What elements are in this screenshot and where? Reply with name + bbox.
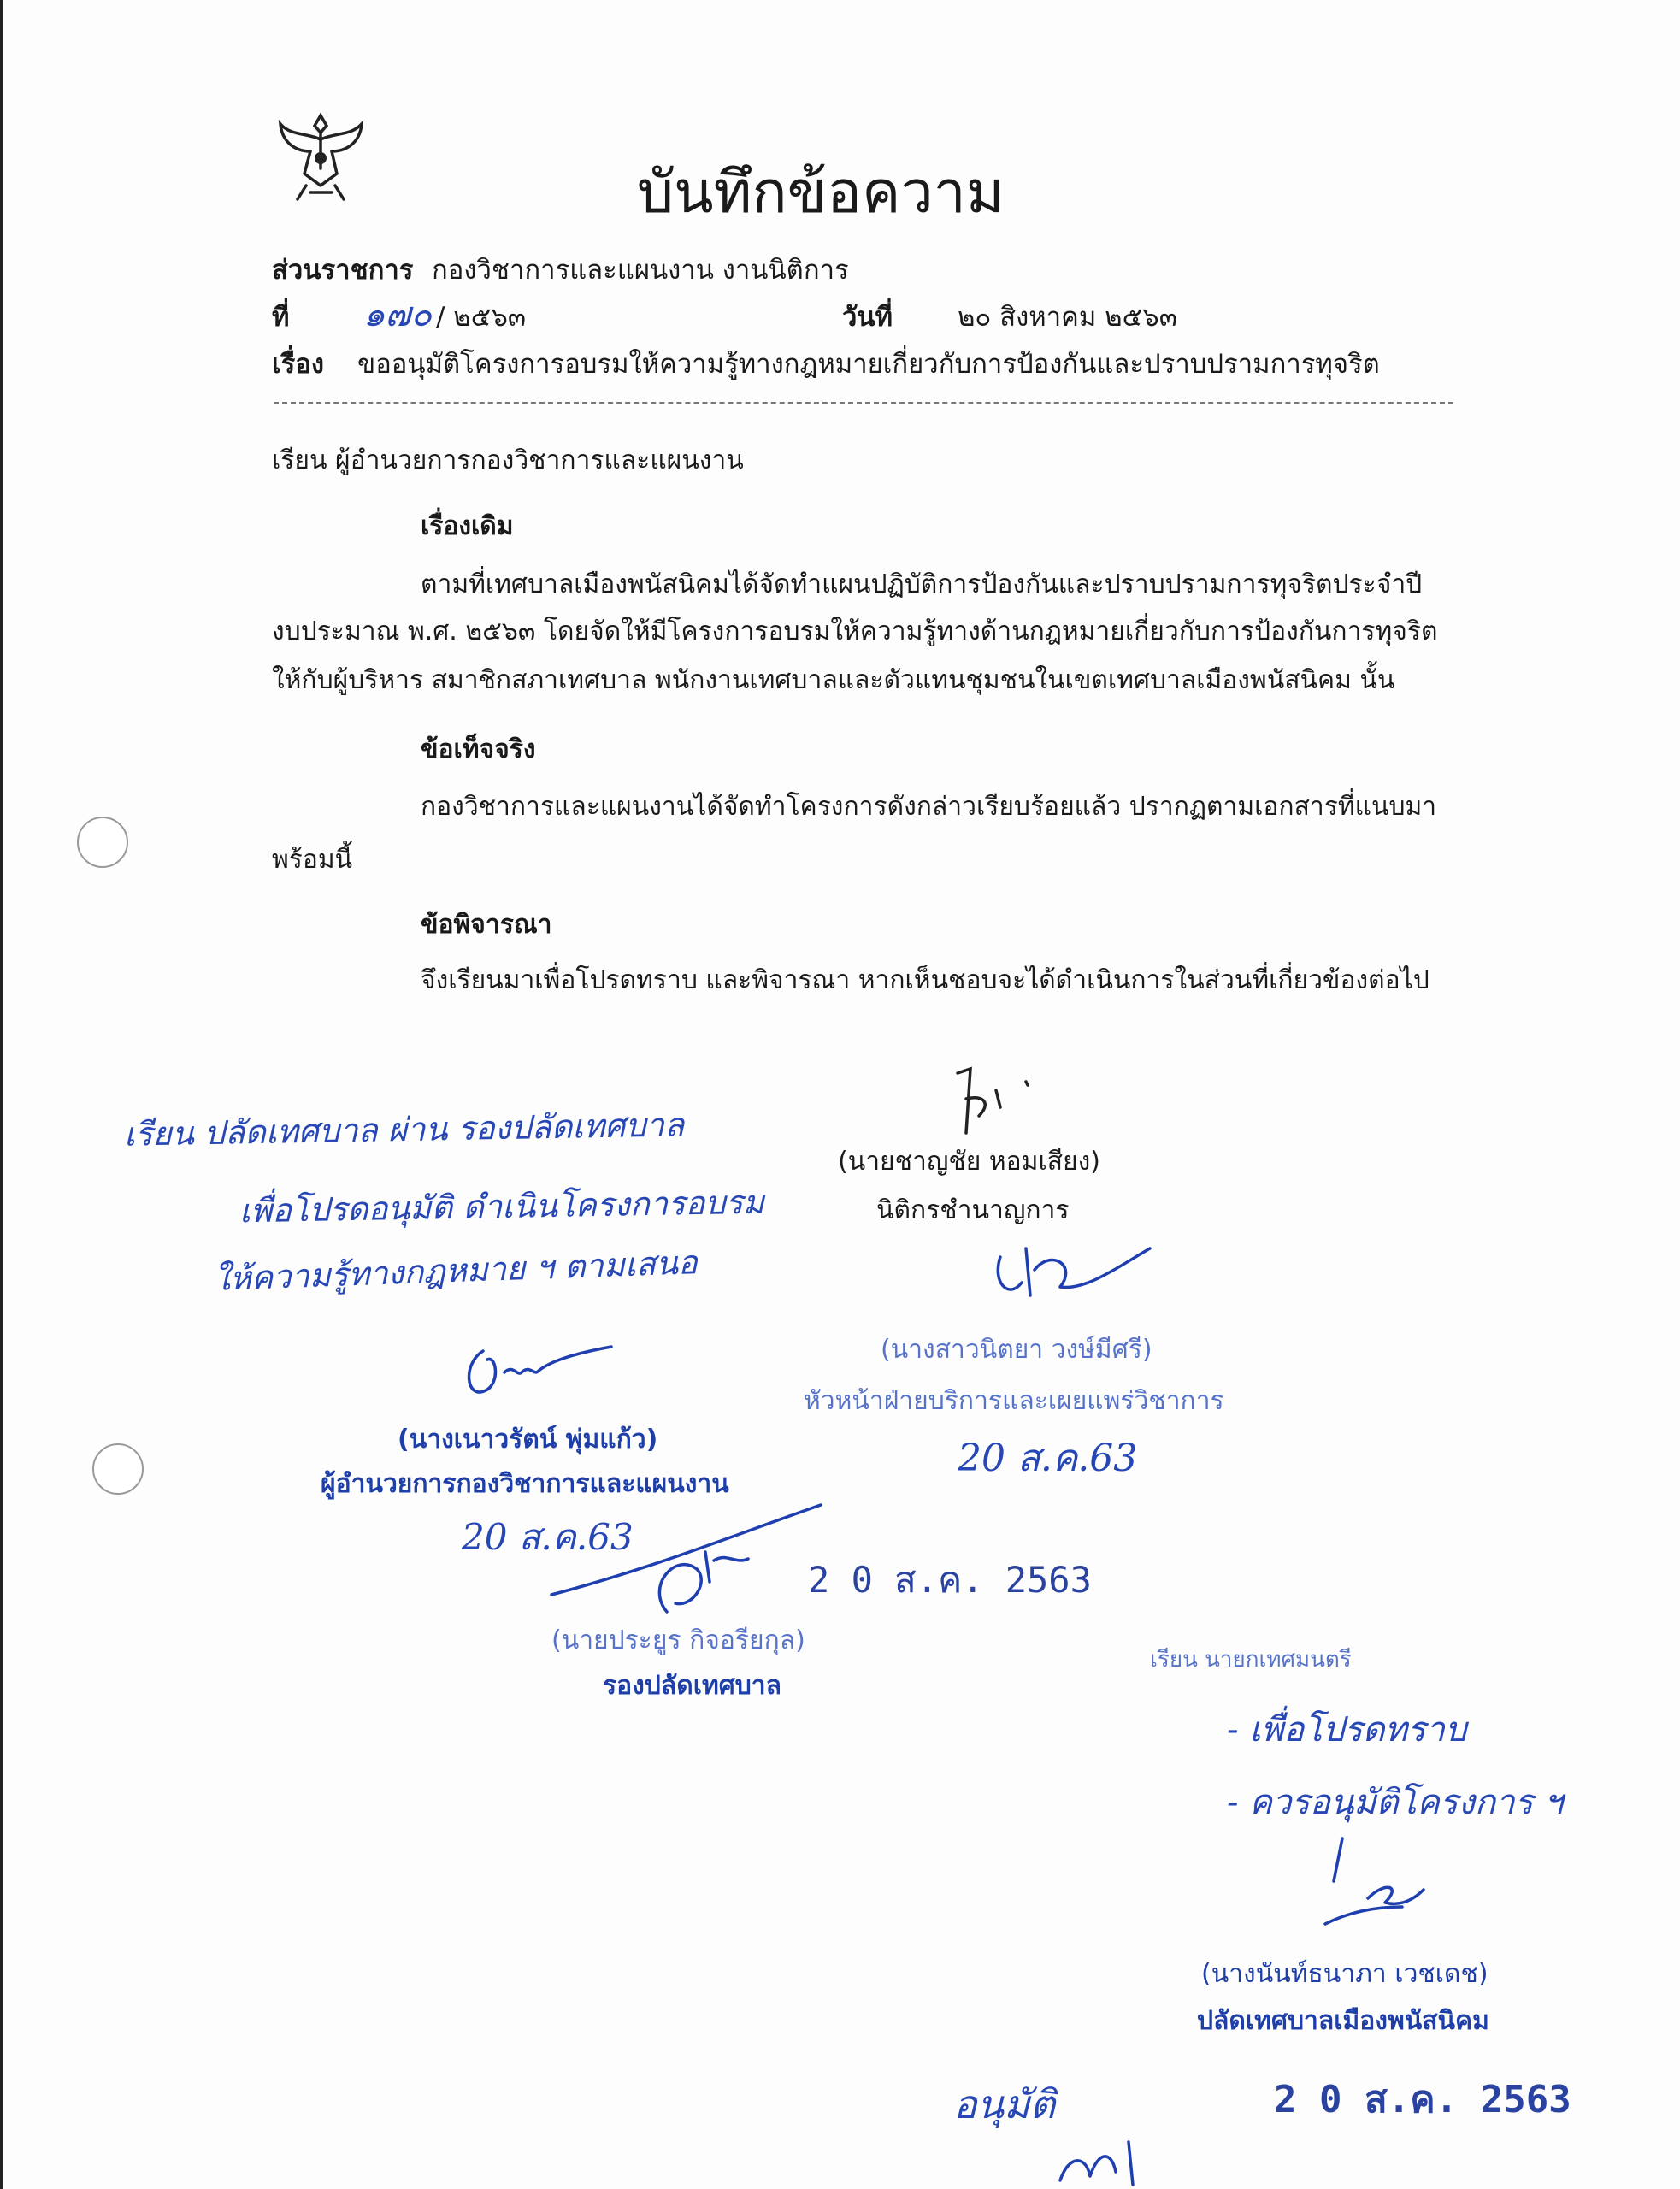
handwritten-note-line-2: เพื่อโปรดอนุมัติ ดำเนินโครงการอบรม [239,1183,765,1230]
signatory-3-position: ผู้อำนวยการกองวิชาการและแผนงาน [321,1469,729,1499]
facts-heading: ข้อเท็จจริง [421,735,536,764]
agency-label: ส่วนราชการ [272,255,414,286]
memo-title: บันทึกข้อความ [637,159,1005,227]
signatory-3-name: (นางเนาวรัตน์ พุ่มแก้ว) [398,1425,658,1454]
mayor-note-heading: เรียน นายกเทศมนตรี [1150,1647,1352,1673]
facts-line-2: พร้อมนี้ [272,845,353,875]
signatory-3-date: 20 ส.ค.63 [462,1516,634,1558]
signatory-2-name: (นางสาวนิตยา วงษ์มีศรี) [881,1335,1152,1365]
subject-label: เรื่อง [272,349,325,380]
signature-5 [1308,1830,1428,1941]
background-line-3: ให้กับผู้บริหาร สมาชิกสภาเทศบาล พนักงานเทศบาลและตัวแทนชุมชนในเขตเทศบาลเมืองพนัสนิคม นั้น [272,665,1395,695]
signatory-4-position: รองปลัดเทศบาล [603,1671,782,1701]
punch-hole-bottom [92,1443,144,1495]
signature-3 [453,1338,616,1407]
background-line-1: ตามที่เทศบาลเมืองพนัสนิคมได้จัดทำแผนปฏิบัติการป้องกันและปราบปรามการทุจริตประจำปี [421,569,1423,599]
mayor-note-line-1: - เพื่อโปรดทราบ [1227,1710,1467,1749]
ref-suffix: / ๒๕๖๓ [436,302,527,333]
handwritten-note-line-3: ให้ความรู้ทางกฎหมาย ฯ ตามเสนอ [213,1243,699,1298]
signature-4 [547,1501,829,1629]
date-label: วันที่ [842,302,893,333]
stamp-date-1: 2 0 ส.ค. 2563 [808,1559,1092,1601]
punch-hole-top [77,817,128,868]
signatory-5-position: ปลัดเทศบาลเมืองพนัสนิคม [1197,2006,1489,2036]
facts-line-1: กองวิชาการและแผนงานได้จัดทำโครงการดังกล่าวเรียบร้อยแล้ว ปรากฏตามเอกสารที่แนบมา [421,792,1437,822]
ref-label: ที่ [272,302,290,333]
salutation: เรียน ผู้อำนวยการกองวิชาการและแผนงาน [272,445,744,475]
signature-1 [949,1056,1052,1142]
handwritten-note-line-1: เรียน ปลัดเทศบาล ผ่าน รองปลัดเทศบาล [123,1106,685,1154]
signatory-1-position: นิติกรชำนาญการ [876,1195,1070,1225]
ref-number-handwritten: ๑๗๐ [363,295,432,334]
header-divider [274,402,1453,404]
date-value: ๒๐ สิงหาคม ๒๕๖๓ [958,302,1177,333]
agency-value: กองวิชาการและแผนงาน งานนิติการ [432,255,849,286]
garuda-emblem [272,107,370,205]
background-line-2: งบประมาณ พ.ศ. ๒๕๖๓ โดยจัดให้มีโครงการอบรมให้ความรู้ทางด้านกฎหมายเกี่ยวกับการป้องกันการทุจริต [272,617,1438,646]
signatory-2-date: 20 ส.ค.63 [958,1437,1138,1480]
subject-value: ขออนุมัติโครงการอบรมให้ความรู้ทางกฎหมายเกี่ยวกับการป้องกันและปราบปรามการทุจริต [357,349,1380,380]
mayor-decision: อนุมัติ [953,2081,1056,2127]
signature-2 [983,1231,1154,1308]
signatory-1-name: (นายชาญชัย หอมเสียง) [838,1147,1100,1177]
stamp-date-2: 2 0 ส.ค. 2563 [1274,2078,1571,2121]
signature-6 [1052,2138,1163,2189]
signatory-2-position: หัวหน้าฝ่ายบริการและเผยแพร่วิชาการ [804,1386,1224,1416]
consideration-heading: ข้อพิจารณา [421,910,552,940]
consideration-line: จึงเรียนมาเพื่อโปรดทราบ และพิจารณา หากเห็นชอบจะได้ดำเนินการในส่วนที่เกี่ยวข้องต่อไป [421,965,1429,995]
mayor-note-line-2: - ควรอนุมัติโครงการ ฯ [1227,1783,1564,1822]
signatory-5-name: (นางนันท์ธนาภา เวชเดช) [1201,1959,1488,1989]
page-edge [0,0,3,2189]
signatory-4-name: (นายประยูร กิจอรียกุล) [551,1626,805,1655]
background-heading: เรื่องเดิม [421,511,514,541]
